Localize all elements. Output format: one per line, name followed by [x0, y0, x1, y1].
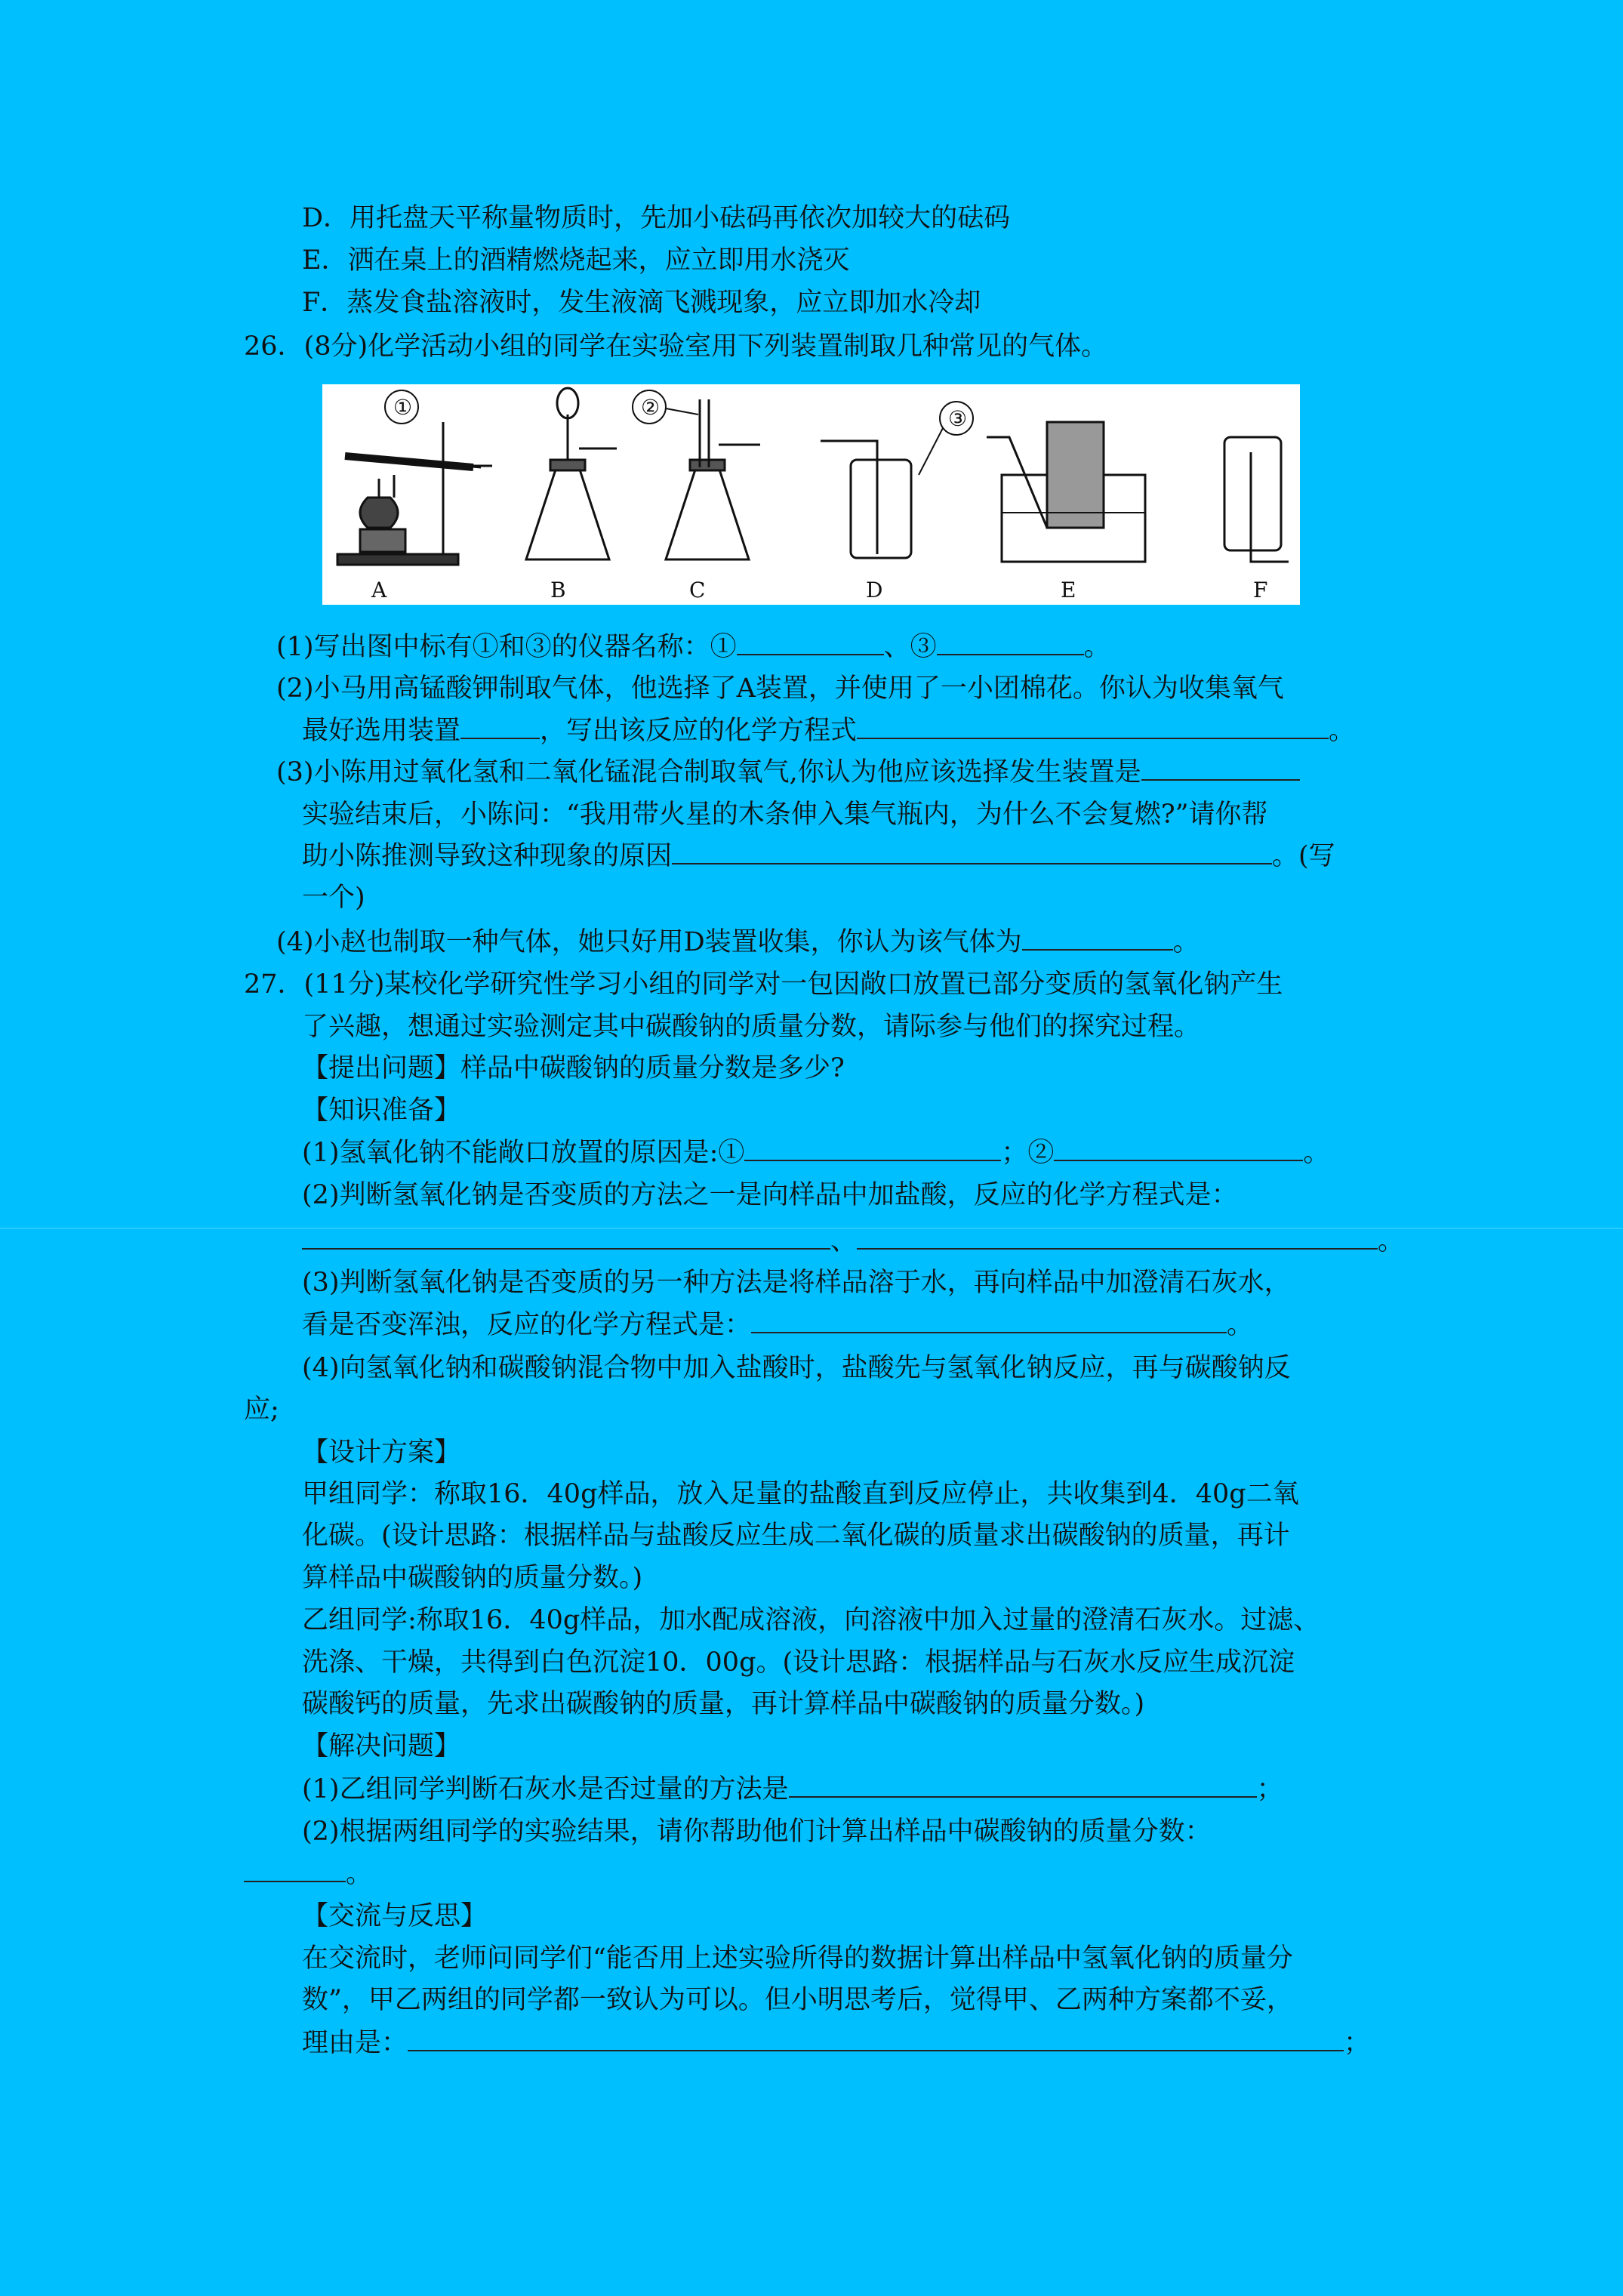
q27-line2: 了兴趣，想通过实验测定其中碳酸钠的质量分数，请际参与他们的探究过程。: [302, 1012, 1201, 1042]
q26-part3-line4: 一个): [302, 883, 365, 913]
blank[interactable]: [672, 840, 1272, 864]
q27-k4-line1: (4)向氢氧化钠和碳酸钠混合物中加入盐酸时，盐酸先与氢氧化钠反应，再与碳酸钠反: [302, 1353, 1291, 1383]
q27-k2-line2: 、 。: [302, 1225, 1404, 1258]
option-e: E．洒在桌上的酒精燃烧起来，应立即用水浇灭: [302, 245, 850, 276]
q27-question: 【提出问题】样品中碳酸钠的质量分数是多少?: [302, 1053, 845, 1083]
q27-s2-line1: (2)根据两组同学的实验结果，请你帮助他们计算出样品中碳酸钠的质量分数：: [302, 1817, 1212, 1847]
q27-k3-line2: 看是否变浑浊，反应的化学方程式是： 。: [302, 1310, 1254, 1340]
q27-k2-line1: (2)判断氢氧化钠是否变质的方法之一是向样品中加盐酸，反应的化学方程式是：: [302, 1180, 1238, 1210]
label-f: F: [1253, 578, 1268, 603]
q26-part1: (1)写出图中标有①和③的仪器名称：① 、③ 。: [276, 632, 1110, 662]
q27-yi-line3: 碳酸钙的质量，先求出碳酸钠的质量，再计算样品中碳酸钠的质量分数。): [302, 1689, 1145, 1719]
q26-part3-line1: (3)小陈用过氧化氢和二氧化锰混合制取氧气,你认为他应该选择发生装置是: [276, 756, 1300, 789]
q27-s1: (1)乙组同学判断石灰水是否过量的方法是 ；: [302, 1774, 1283, 1804]
blank[interactable]: [857, 715, 1329, 739]
q27-jia-line2: 化碳。(设计思路：根据样品与盐酸反应生成二氧化碳的质量求出碳酸钠的质量，再计: [302, 1521, 1290, 1551]
q27-yi-line1: 乙组同学:称取16．40g样品，加水配成溶液，向溶液中加入过量的澄清石灰水。过滤、: [302, 1605, 1320, 1635]
q27-reflect-line2: 数”，甲乙两组的同学都一致认为可以。但小明思考后，觉得甲、乙两种方案都不妥，: [302, 1985, 1293, 2015]
blank[interactable]: [937, 631, 1084, 655]
blank[interactable]: [1054, 1137, 1303, 1161]
q27-design-heading: 【设计方案】: [302, 1438, 461, 1468]
label-c: C: [689, 578, 706, 603]
q26-part4: (4)小赵也制取一种气体，她只好用D装置收集，你认为该气体为 。: [276, 927, 1200, 957]
q27-k3-line1: (3)判断氢氧化钠是否变质的另一种方法是将样品溶于水，再向样品中加澄清石灰水，: [302, 1268, 1291, 1298]
q27-reflect-line3: 理由是： ；: [302, 2028, 1371, 2058]
apparatus-e-icon: [987, 422, 1145, 562]
apparatus-f-icon: [1224, 437, 1289, 562]
q27-s2-line2: 。: [244, 1857, 372, 1891]
label-e: E: [1061, 578, 1076, 603]
marker-1: ①: [393, 395, 413, 420]
q27-jia-line1: 甲组同学：称取16．40g样品，放入足量的盐酸直到反应停止，共收集到4．40g二氧: [302, 1479, 1299, 1509]
label-a: A: [371, 578, 387, 603]
q27-k4-line2: 应;: [244, 1395, 279, 1425]
blank[interactable]: [244, 1858, 346, 1882]
q27-knowledge-heading: 【知识准备】: [302, 1096, 461, 1126]
q27-reflect-heading: 【交流与反思】: [302, 1901, 488, 1931]
blank[interactable]: [1022, 926, 1173, 951]
q27-solve-heading: 【解决问题】: [302, 1731, 461, 1761]
blank[interactable]: [857, 1225, 1378, 1250]
label-b: B: [550, 578, 566, 603]
blank[interactable]: [737, 631, 884, 655]
q27-yi-line2: 洗涤、干燥，共得到白色沉淀10．00g。(设计思路：根据样品与石灰水反应生成沉淀: [302, 1647, 1295, 1678]
marker-2: ②: [641, 395, 661, 420]
q27-reflect-line1: 在交流时，老师问同学们“能否用上述实验所得的数据计算出样品中氢氧化钠的质量分: [302, 1943, 1293, 1974]
q26-part3-line2: 实验结束后，小陈问：“我用带火星的木条伸入集气瓶内，为什么不会复燃?”请你帮: [302, 800, 1268, 830]
blank[interactable]: [408, 2027, 1344, 2051]
q26-heading: 26．(8分)化学活动小组的同学在实验室用下列装置制取几种常见的气体。: [244, 331, 1108, 362]
apparatus-a-icon: [337, 390, 492, 565]
apparatus-b-icon: [526, 388, 617, 559]
option-d: D．用托盘天平称量物质时，先加小砝码再依次加较大的砝码: [302, 203, 1011, 233]
q27-k1: (1)氢氧化钠不能敞口放置的原因是:① ；② 。: [302, 1138, 1330, 1168]
marker-3: ③: [948, 406, 968, 431]
q26-part2-line2: 最好选用装置 ，写出该反应的化学方程式 。: [302, 716, 1356, 746]
blank[interactable]: [460, 715, 540, 739]
q26-part3-line3: 助小陈推测导致这种现象的原因 。(写: [302, 841, 1335, 871]
blank[interactable]: [751, 1309, 1227, 1333]
q27-line1: 27．(11分)某校化学研究性学习小组的同学对一包因敞口放置已部分变质的氢氧化钠产生: [244, 969, 1283, 1000]
label-d: D: [866, 578, 883, 603]
blank[interactable]: [302, 1225, 830, 1250]
blank[interactable]: [744, 1137, 1001, 1161]
q26-part2-line1: (2)小马用高锰酸钾制取气体，他选择了A装置，并使用了一小团棉花。你认为收集氧气: [276, 673, 1284, 704]
apparatus-figure: [322, 384, 1300, 605]
option-f: F．蒸发食盐溶液时，发生液滴飞溅现象，应立即加水冷却: [302, 288, 981, 318]
blank[interactable]: [1141, 757, 1300, 781]
blank[interactable]: [789, 1774, 1257, 1798]
q27-jia-line3: 算样品中碳酸钠的质量分数。): [302, 1563, 643, 1593]
